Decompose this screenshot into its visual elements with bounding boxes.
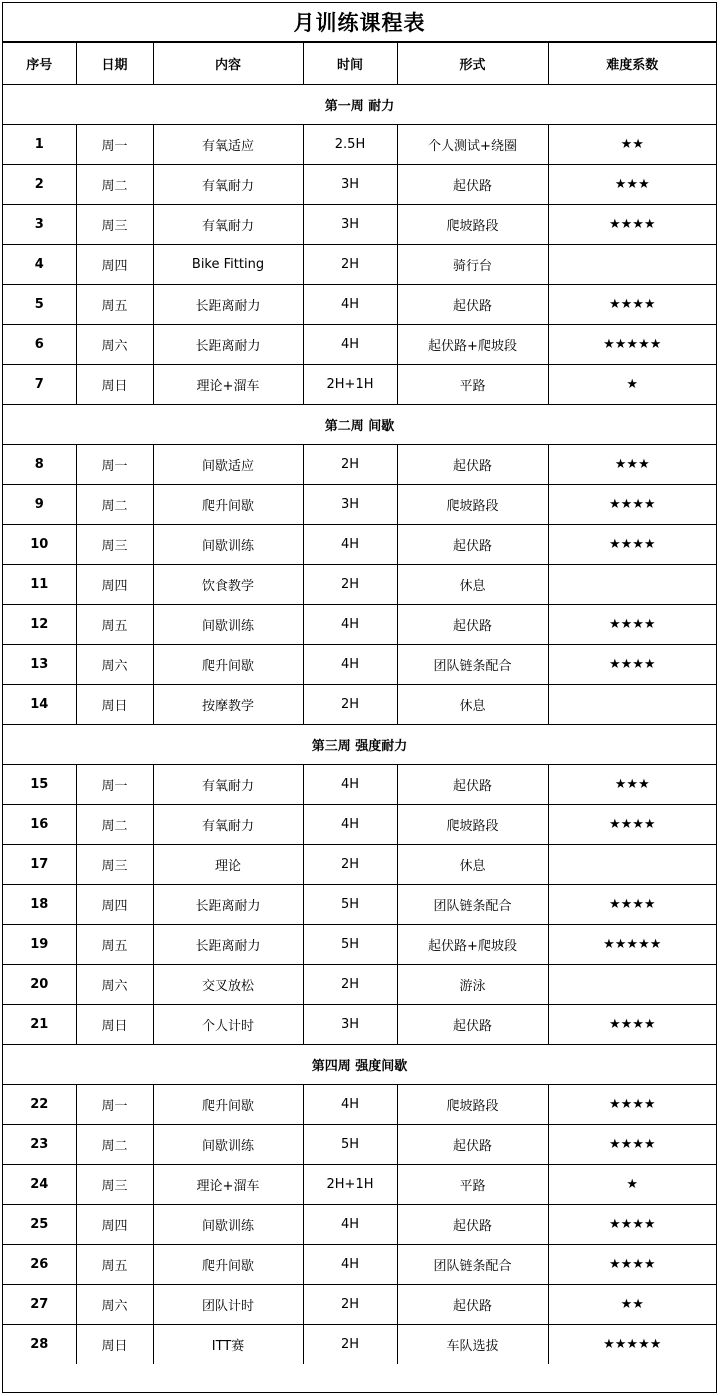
seq-cell: 22 bbox=[3, 1084, 76, 1124]
difficulty-cell: ★★★★ bbox=[548, 1124, 716, 1164]
form-cell: 骑行台 bbox=[397, 244, 548, 284]
time-cell: 2.5H bbox=[303, 124, 397, 164]
day-cell: 周三 bbox=[76, 524, 153, 564]
seq-cell: 5 bbox=[3, 284, 76, 324]
form-cell: 休息 bbox=[397, 564, 548, 604]
form-cell: 平路 bbox=[397, 364, 548, 404]
day-cell: 周四 bbox=[76, 1204, 153, 1244]
day-cell: 周一 bbox=[76, 444, 153, 484]
difficulty-cell bbox=[548, 564, 716, 604]
form-cell: 起伏路+爬坡段 bbox=[397, 324, 548, 364]
time-cell: 4H bbox=[303, 324, 397, 364]
seq-cell: 8 bbox=[3, 444, 76, 484]
header-row bbox=[3, 43, 716, 84]
time-cell: 4H bbox=[303, 1244, 397, 1284]
day-cell: 周二 bbox=[76, 804, 153, 844]
difficulty-cell: ★★★★ bbox=[548, 204, 716, 244]
form-cell: 起伏路 bbox=[397, 1284, 548, 1324]
time-cell: 4H bbox=[303, 524, 397, 564]
day-cell: 周四 bbox=[76, 244, 153, 284]
table-row bbox=[3, 644, 716, 684]
content-cell: 爬升间歇 bbox=[153, 1084, 303, 1124]
seq-cell: 11 bbox=[3, 564, 76, 604]
day-cell: 周六 bbox=[76, 644, 153, 684]
week-header-row bbox=[3, 724, 716, 764]
table-row bbox=[3, 164, 716, 204]
difficulty-cell: ★★★★ bbox=[548, 484, 716, 524]
difficulty-cell: ★★★★ bbox=[548, 1244, 716, 1284]
difficulty-cell: ★ bbox=[548, 364, 716, 404]
content-cell: 爬升间歇 bbox=[153, 644, 303, 684]
week-label: 第二周 间歇 bbox=[3, 404, 716, 444]
seq-cell: 25 bbox=[3, 1204, 76, 1244]
difficulty-cell: ★★★★ bbox=[548, 524, 716, 564]
seq-cell: 27 bbox=[3, 1284, 76, 1324]
difficulty-cell bbox=[548, 844, 716, 884]
day-cell: 周日 bbox=[76, 364, 153, 404]
content-cell: 个人计时 bbox=[153, 1004, 303, 1044]
header-form: 形式 bbox=[397, 43, 548, 84]
week-label: 第四周 强度间歇 bbox=[3, 1044, 716, 1084]
time-cell: 5H bbox=[303, 884, 397, 924]
seq-cell: 12 bbox=[3, 604, 76, 644]
form-cell: 平路 bbox=[397, 1164, 548, 1204]
table-row bbox=[3, 764, 716, 804]
difficulty-cell: ★★ bbox=[548, 124, 716, 164]
content-cell: 爬升间歇 bbox=[153, 484, 303, 524]
time-cell: 4H bbox=[303, 1204, 397, 1244]
difficulty-cell: ★★★★ bbox=[548, 644, 716, 684]
form-cell: 起伏路 bbox=[397, 524, 548, 564]
header-difficulty: 难度系数 bbox=[548, 43, 716, 84]
table-row bbox=[3, 964, 716, 1004]
day-cell: 周四 bbox=[76, 884, 153, 924]
seq-cell: 1 bbox=[3, 124, 76, 164]
content-cell: 间歇训练 bbox=[153, 1124, 303, 1164]
day-cell: 周日 bbox=[76, 684, 153, 724]
difficulty-cell: ★★★★★ bbox=[548, 1324, 716, 1364]
week-label: 第一周 耐力 bbox=[3, 84, 716, 124]
form-cell: 游泳 bbox=[397, 964, 548, 1004]
time-cell: 4H bbox=[303, 644, 397, 684]
time-cell: 4H bbox=[303, 804, 397, 844]
day-cell: 周三 bbox=[76, 1164, 153, 1204]
day-cell: 周二 bbox=[76, 484, 153, 524]
difficulty-cell: ★★★ bbox=[548, 164, 716, 204]
seq-cell: 4 bbox=[3, 244, 76, 284]
header-seq: 序号 bbox=[3, 43, 76, 84]
day-cell: 周六 bbox=[76, 964, 153, 1004]
seq-cell: 23 bbox=[3, 1124, 76, 1164]
time-cell: 5H bbox=[303, 1124, 397, 1164]
difficulty-cell: ★★ bbox=[548, 1284, 716, 1324]
time-cell: 5H bbox=[303, 924, 397, 964]
table-row bbox=[3, 364, 716, 404]
page-title: 月训练课程表 bbox=[3, 3, 716, 43]
content-cell: 长距离耐力 bbox=[153, 284, 303, 324]
header-content: 内容 bbox=[153, 43, 303, 84]
time-cell: 4H bbox=[303, 764, 397, 804]
difficulty-cell: ★★★★ bbox=[548, 884, 716, 924]
seq-cell: 15 bbox=[3, 764, 76, 804]
form-cell: 爬坡路段 bbox=[397, 1084, 548, 1124]
day-cell: 周一 bbox=[76, 1084, 153, 1124]
form-cell: 起伏路 bbox=[397, 1204, 548, 1244]
difficulty-cell bbox=[548, 964, 716, 1004]
table-row bbox=[3, 1124, 716, 1164]
seq-cell: 7 bbox=[3, 364, 76, 404]
form-cell: 休息 bbox=[397, 684, 548, 724]
table-row bbox=[3, 444, 716, 484]
form-cell: 团队链条配合 bbox=[397, 1244, 548, 1284]
seq-cell: 14 bbox=[3, 684, 76, 724]
content-cell: 团队计时 bbox=[153, 1284, 303, 1324]
form-cell: 起伏路 bbox=[397, 764, 548, 804]
day-cell: 周五 bbox=[76, 924, 153, 964]
day-cell: 周二 bbox=[76, 1124, 153, 1164]
content-cell: 理论+溜车 bbox=[153, 364, 303, 404]
time-cell: 2H+1H bbox=[303, 1164, 397, 1204]
time-cell: 4H bbox=[303, 284, 397, 324]
form-cell: 起伏路 bbox=[397, 1004, 548, 1044]
header-day: 日期 bbox=[76, 43, 153, 84]
time-cell: 2H bbox=[303, 964, 397, 1004]
schedule-body bbox=[3, 84, 716, 1364]
difficulty-cell: ★★★★ bbox=[548, 1084, 716, 1124]
content-cell: 有氧适应 bbox=[153, 124, 303, 164]
table-row bbox=[3, 124, 716, 164]
form-cell: 爬坡路段 bbox=[397, 484, 548, 524]
seq-cell: 16 bbox=[3, 804, 76, 844]
week-label: 第三周 强度耐力 bbox=[3, 724, 716, 764]
form-cell: 团队链条配合 bbox=[397, 884, 548, 924]
time-cell: 2H bbox=[303, 1284, 397, 1324]
time-cell: 3H bbox=[303, 484, 397, 524]
content-cell: 长距离耐力 bbox=[153, 324, 303, 364]
difficulty-cell: ★★★★ bbox=[548, 804, 716, 844]
content-cell: 长距离耐力 bbox=[153, 924, 303, 964]
seq-cell: 9 bbox=[3, 484, 76, 524]
difficulty-cell: ★★★★ bbox=[548, 284, 716, 324]
seq-cell: 28 bbox=[3, 1324, 76, 1364]
content-cell: 按摩教学 bbox=[153, 684, 303, 724]
difficulty-cell bbox=[548, 244, 716, 284]
seq-cell: 20 bbox=[3, 964, 76, 1004]
form-cell: 车队选拔 bbox=[397, 1324, 548, 1364]
seq-cell: 3 bbox=[3, 204, 76, 244]
week-header-row bbox=[3, 84, 716, 124]
content-cell: 有氧耐力 bbox=[153, 204, 303, 244]
table-row bbox=[3, 1004, 716, 1044]
day-cell: 周六 bbox=[76, 1284, 153, 1324]
time-cell: 2H bbox=[303, 244, 397, 284]
content-cell: 交叉放松 bbox=[153, 964, 303, 1004]
content-cell: 饮食教学 bbox=[153, 564, 303, 604]
table-row bbox=[3, 564, 716, 604]
difficulty-cell: ★ bbox=[548, 1164, 716, 1204]
table-row bbox=[3, 204, 716, 244]
day-cell: 周三 bbox=[76, 204, 153, 244]
day-cell: 周四 bbox=[76, 564, 153, 604]
content-cell: 有氧耐力 bbox=[153, 804, 303, 844]
seq-cell: 24 bbox=[3, 1164, 76, 1204]
day-cell: 周五 bbox=[76, 604, 153, 644]
seq-cell: 6 bbox=[3, 324, 76, 364]
seq-cell: 18 bbox=[3, 884, 76, 924]
table-row bbox=[3, 324, 716, 364]
difficulty-cell: ★★★★ bbox=[548, 1004, 716, 1044]
content-cell: ITT赛 bbox=[153, 1324, 303, 1364]
form-cell: 起伏路 bbox=[397, 444, 548, 484]
form-cell: 起伏路 bbox=[397, 1124, 548, 1164]
time-cell: 3H bbox=[303, 1004, 397, 1044]
content-cell: 理论+溜车 bbox=[153, 1164, 303, 1204]
table-row bbox=[3, 924, 716, 964]
difficulty-cell: ★★★★★ bbox=[548, 324, 716, 364]
form-cell: 团队链条配合 bbox=[397, 644, 548, 684]
time-cell: 2H bbox=[303, 564, 397, 604]
content-cell: Bike Fitting bbox=[153, 244, 303, 284]
time-cell: 2H bbox=[303, 684, 397, 724]
table-row bbox=[3, 884, 716, 924]
week-header-row bbox=[3, 1044, 716, 1084]
difficulty-cell: ★★★★ bbox=[548, 1204, 716, 1244]
content-cell: 间歇训练 bbox=[153, 604, 303, 644]
form-cell: 爬坡路段 bbox=[397, 804, 548, 844]
seq-cell: 19 bbox=[3, 924, 76, 964]
form-cell: 个人测试+绕圈 bbox=[397, 124, 548, 164]
time-cell: 2H bbox=[303, 844, 397, 884]
form-cell: 起伏路 bbox=[397, 604, 548, 644]
time-cell: 3H bbox=[303, 204, 397, 244]
table-row bbox=[3, 1164, 716, 1204]
content-cell: 间歇训练 bbox=[153, 1204, 303, 1244]
table-row bbox=[3, 1084, 716, 1124]
schedule-sheet bbox=[2, 2, 717, 1393]
seq-cell: 26 bbox=[3, 1244, 76, 1284]
form-cell: 起伏路+爬坡段 bbox=[397, 924, 548, 964]
table-row bbox=[3, 1204, 716, 1244]
content-cell: 有氧耐力 bbox=[153, 764, 303, 804]
table-row bbox=[3, 1284, 716, 1324]
time-cell: 4H bbox=[303, 1084, 397, 1124]
time-cell: 2H bbox=[303, 1324, 397, 1364]
seq-cell: 21 bbox=[3, 1004, 76, 1044]
table-row bbox=[3, 524, 716, 564]
seq-cell: 2 bbox=[3, 164, 76, 204]
seq-cell: 13 bbox=[3, 644, 76, 684]
table-row bbox=[3, 284, 716, 324]
difficulty-cell: ★★★ bbox=[548, 764, 716, 804]
time-cell: 3H bbox=[303, 164, 397, 204]
content-cell: 长距离耐力 bbox=[153, 884, 303, 924]
difficulty-cell: ★★★★ bbox=[548, 604, 716, 644]
form-cell: 起伏路 bbox=[397, 284, 548, 324]
table-row bbox=[3, 804, 716, 844]
content-cell: 有氧耐力 bbox=[153, 164, 303, 204]
table-row bbox=[3, 684, 716, 724]
time-cell: 2H+1H bbox=[303, 364, 397, 404]
day-cell: 周日 bbox=[76, 1004, 153, 1044]
day-cell: 周六 bbox=[76, 324, 153, 364]
content-cell: 爬升间歇 bbox=[153, 1244, 303, 1284]
content-cell: 间歇适应 bbox=[153, 444, 303, 484]
time-cell: 2H bbox=[303, 444, 397, 484]
time-cell: 4H bbox=[303, 604, 397, 644]
day-cell: 周一 bbox=[76, 764, 153, 804]
difficulty-cell bbox=[548, 684, 716, 724]
table-row bbox=[3, 244, 716, 284]
day-cell: 周二 bbox=[76, 164, 153, 204]
table-row bbox=[3, 844, 716, 884]
header-time: 时间 bbox=[303, 43, 397, 84]
week-header-row bbox=[3, 404, 716, 444]
day-cell: 周三 bbox=[76, 844, 153, 884]
schedule-table bbox=[3, 43, 716, 1364]
day-cell: 周五 bbox=[76, 1244, 153, 1284]
content-cell: 间歇训练 bbox=[153, 524, 303, 564]
seq-cell: 10 bbox=[3, 524, 76, 564]
table-row bbox=[3, 1244, 716, 1284]
difficulty-cell: ★★★★★ bbox=[548, 924, 716, 964]
day-cell: 周五 bbox=[76, 284, 153, 324]
table-row bbox=[3, 1324, 716, 1364]
content-cell: 理论 bbox=[153, 844, 303, 884]
day-cell: 周日 bbox=[76, 1324, 153, 1364]
seq-cell: 17 bbox=[3, 844, 76, 884]
table-row bbox=[3, 604, 716, 644]
difficulty-cell: ★★★ bbox=[548, 444, 716, 484]
form-cell: 起伏路 bbox=[397, 164, 548, 204]
table-row bbox=[3, 484, 716, 524]
form-cell: 休息 bbox=[397, 844, 548, 884]
form-cell: 爬坡路段 bbox=[397, 204, 548, 244]
day-cell: 周一 bbox=[76, 124, 153, 164]
